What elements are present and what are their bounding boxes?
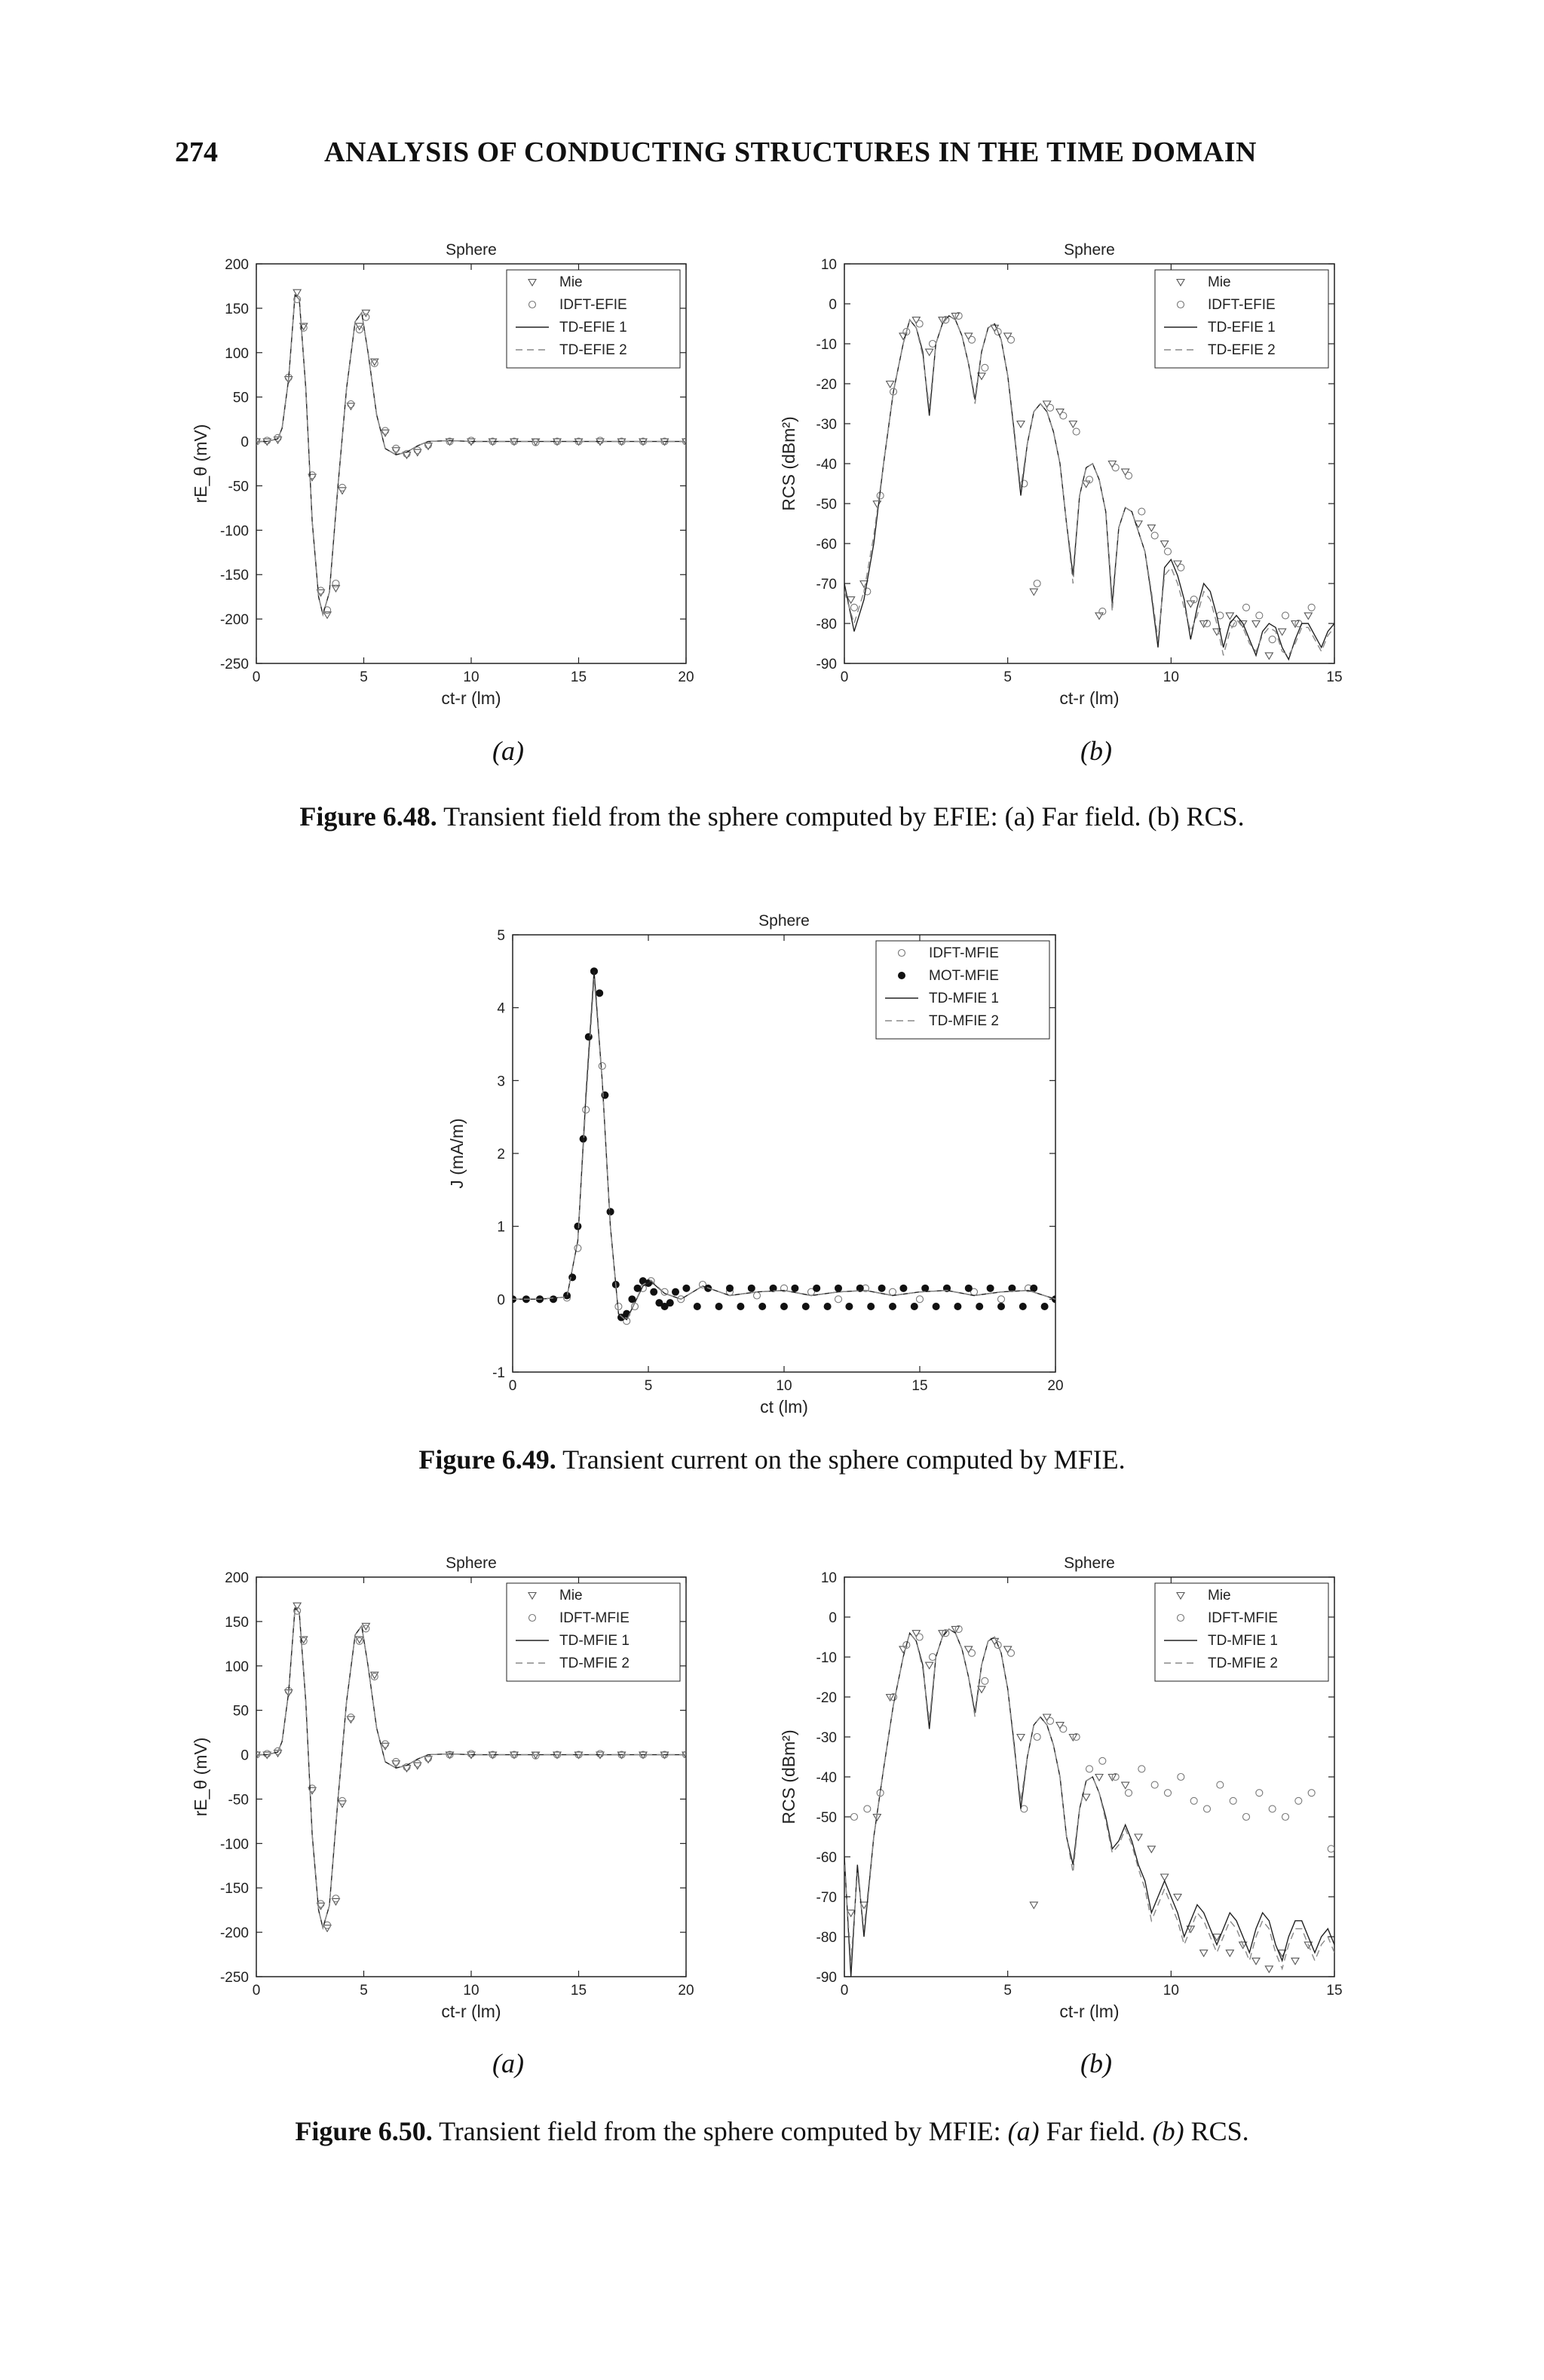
- data-point-mie: [1304, 613, 1312, 620]
- legend-label: TD-EFIE 2: [559, 342, 627, 358]
- legend-key-mot-mfie: [898, 972, 905, 979]
- data-point-idft-efie: [1138, 508, 1145, 515]
- y-tick-label: -20: [816, 1690, 837, 1706]
- x-axis-label: ct-r (lm): [441, 2002, 501, 2021]
- y-tick-label: 3: [497, 1074, 505, 1090]
- x-tick-label: 10: [1163, 1983, 1179, 1999]
- x-tick-label: 15: [570, 1983, 587, 1999]
- y-tick-label: 50: [232, 1703, 249, 1720]
- chart-title: Sphere: [758, 912, 810, 930]
- data-point-mie: [1135, 1834, 1142, 1841]
- data-point-idft-mfie: [1308, 1790, 1315, 1796]
- y-tick-label: 0: [497, 1292, 505, 1309]
- x-tick-label: 5: [360, 1983, 368, 1999]
- y-axis-label: rE_θ (mV): [191, 424, 210, 504]
- caption-text: Transient field from the sphere computed by EFIE: (a) Far field. (b) RCS.: [443, 801, 1245, 832]
- data-point-idft-mfie: [851, 1814, 858, 1821]
- data-point-idft-mfie: [1099, 1757, 1106, 1764]
- figure-caption-6-50: [0, 2115, 1544, 2147]
- data-point-mot-mfie: [672, 1288, 679, 1296]
- data-point-mie: [926, 1662, 933, 1669]
- data-point-idft-mfie: [363, 1625, 369, 1632]
- data-point-idft-mfie: [916, 1634, 923, 1640]
- x-tick-label: 10: [776, 1378, 792, 1394]
- data-point-mie: [1030, 1902, 1037, 1909]
- legend-label: IDFT-MFIE: [929, 945, 999, 961]
- chart-legend: [507, 1583, 680, 1681]
- data-point-idft-mfie: [1060, 1726, 1067, 1732]
- x-tick-label: 0: [252, 1983, 261, 1999]
- data-point-idft-mfie: [1230, 1797, 1236, 1804]
- page-number: 274: [175, 136, 218, 168]
- y-tick-label: -150: [219, 1881, 249, 1898]
- y-tick-label: 150: [225, 301, 249, 317]
- data-point-mie: [1279, 629, 1286, 636]
- legend-label: TD-EFIE 1: [1208, 320, 1276, 335]
- data-point-mot-mfie: [933, 1303, 940, 1310]
- x-tick-label: 0: [840, 669, 849, 685]
- y-tick-label: 5: [497, 928, 505, 944]
- chart-fig-6-49-current: [447, 905, 1101, 1432]
- y-tick-label: -70: [816, 1890, 837, 1906]
- data-point-idft-mfie: [864, 1806, 871, 1812]
- data-point-idft-mfie: [1034, 1734, 1040, 1741]
- data-point-mie: [1291, 1958, 1299, 1965]
- chart-legend: [1155, 1583, 1328, 1681]
- figure-caption-6-49: [0, 1444, 1544, 1475]
- data-point-idft-efie: [1112, 464, 1119, 471]
- panel-label-a: (a): [492, 2048, 524, 2078]
- figure-caption-6-48: [0, 801, 1544, 832]
- data-point-mot-mfie: [813, 1285, 820, 1292]
- data-point-mie: [1147, 1846, 1155, 1853]
- y-tick-label: -150: [219, 568, 249, 584]
- legend-label: TD-MFIE 1: [929, 991, 999, 1006]
- data-point-mot-mfie: [550, 1295, 557, 1303]
- data-point-idft-efie: [969, 336, 976, 343]
- y-tick-label: 100: [225, 1659, 249, 1675]
- data-point-mie: [1030, 589, 1037, 596]
- x-tick-label: 10: [1163, 669, 1179, 685]
- figure-number: Figure 6.48.: [299, 801, 437, 832]
- y-tick-label: -100: [219, 1836, 249, 1853]
- y-tick-label: -40: [816, 1770, 837, 1786]
- y-tick-label: 200: [225, 257, 249, 273]
- data-point-idft-mfie: [1178, 1774, 1184, 1781]
- data-point-idft-mfie: [835, 1296, 842, 1303]
- data-point-idft-efie: [1060, 412, 1067, 419]
- running-title: ANALYSIS OF CONDUCTING STRUCTURES IN THE TIME DOMAIN: [324, 136, 1257, 168]
- data-point-mot-mfie: [1041, 1303, 1049, 1310]
- data-point-mot-mfie: [650, 1288, 657, 1296]
- data-point-idft-mfie: [1008, 1649, 1015, 1656]
- data-point-idft-efie: [1282, 612, 1289, 619]
- legend-label: TD-MFIE 2: [1208, 1656, 1278, 1671]
- data-point-mie: [1161, 541, 1169, 548]
- data-point-mie: [873, 501, 881, 508]
- page-header: [0, 136, 1544, 181]
- data-point-mie: [926, 349, 933, 356]
- data-point-mot-mfie: [845, 1303, 853, 1310]
- data-point-mie: [1017, 1735, 1025, 1741]
- caption-text: Transient current on the sphere computed by MFIE.: [562, 1444, 1126, 1475]
- x-tick-label: 5: [1003, 669, 1012, 685]
- data-point-mot-mfie: [867, 1303, 875, 1310]
- y-tick-label: -200: [219, 1925, 249, 1942]
- y-tick-label: 150: [225, 1614, 249, 1631]
- data-point-mie: [1226, 613, 1233, 620]
- legend-label: IDFT-MFIE: [559, 1610, 630, 1626]
- data-point-idft-efie: [1151, 532, 1158, 539]
- legend-label: TD-EFIE 1: [559, 320, 627, 335]
- y-tick-label: -90: [816, 1970, 837, 1986]
- data-point-idft-mfie: [1165, 1790, 1172, 1796]
- data-point-idft-efie: [1034, 580, 1040, 587]
- y-tick-label: 4: [497, 1000, 505, 1017]
- data-point-mot-mfie: [694, 1303, 701, 1310]
- legend-label: Mie: [559, 274, 583, 290]
- x-tick-label: 5: [644, 1378, 653, 1394]
- data-point-mot-mfie: [596, 989, 603, 997]
- data-point-mie: [1265, 653, 1273, 660]
- data-point-idft-efie: [332, 580, 339, 587]
- data-point-mie: [1147, 525, 1155, 531]
- data-point-mot-mfie: [954, 1303, 961, 1310]
- data-point-mie: [1122, 1782, 1129, 1789]
- caption-italic-b: (b): [1152, 2116, 1184, 2146]
- chart-legend: [1155, 270, 1328, 368]
- data-point-idft-mfie: [393, 1758, 400, 1765]
- data-point-idft-mfie: [1138, 1766, 1145, 1772]
- y-tick-label: -100: [219, 523, 249, 540]
- x-tick-label: 0: [508, 1378, 517, 1394]
- x-tick-label: 0: [840, 1983, 849, 1999]
- x-tick-label: 10: [463, 1983, 479, 1999]
- chart-title: Sphere: [446, 1555, 497, 1572]
- data-point-idft-efie: [1178, 564, 1184, 571]
- y-tick-label: -50: [816, 497, 837, 513]
- data-point-idft-mfie: [890, 1288, 896, 1295]
- y-tick-label: 1: [497, 1219, 505, 1236]
- y-tick-label: -80: [816, 617, 837, 633]
- y-tick-label: -70: [816, 577, 837, 593]
- legend-label: TD-MFIE 2: [559, 1656, 630, 1671]
- y-tick-label: -50: [228, 1792, 249, 1809]
- chart-legend: [876, 941, 1049, 1039]
- y-tick-label: -30: [816, 1730, 837, 1746]
- x-tick-label: 20: [1047, 1378, 1064, 1394]
- data-point-mot-mfie: [987, 1285, 994, 1292]
- x-tick-label: 10: [463, 669, 479, 685]
- legend-label: MOT-MFIE: [929, 968, 999, 984]
- data-point-mot-mfie: [1019, 1303, 1027, 1310]
- data-point-mot-mfie: [726, 1285, 734, 1292]
- y-axis-label: RCS (dBm²): [779, 1729, 798, 1824]
- y-tick-label: -250: [219, 657, 249, 672]
- data-point-idft-efie: [1256, 612, 1263, 619]
- y-tick-label: -60: [816, 1850, 837, 1866]
- legend-label: Mie: [1208, 1588, 1231, 1604]
- data-point-mie: [332, 585, 339, 592]
- data-point-mot-mfie: [715, 1303, 723, 1310]
- data-point-mot-mfie: [574, 1223, 581, 1230]
- data-point-mot-mfie: [601, 1092, 608, 1099]
- data-point-idft-efie: [1073, 428, 1080, 435]
- x-tick-label: 15: [1326, 669, 1343, 685]
- data-point-idft-mfie: [1190, 1797, 1197, 1804]
- data-point-idft-mfie: [1086, 1766, 1093, 1772]
- data-point-mie: [1083, 481, 1090, 488]
- y-tick-label: -60: [816, 537, 837, 553]
- data-point-mie: [1174, 1895, 1181, 1901]
- data-point-idft-mfie: [1204, 1806, 1211, 1812]
- data-point-mot-mfie: [748, 1285, 755, 1292]
- x-tick-label: 5: [360, 669, 368, 685]
- data-point-idft-efie: [1047, 404, 1054, 411]
- y-tick-label: 0: [829, 297, 837, 313]
- data-point-mot-mfie: [666, 1299, 674, 1306]
- y-axis-label: rE_θ (mV): [191, 1737, 210, 1817]
- x-axis-label: ct-r (lm): [1059, 2002, 1120, 2021]
- data-point-idft-mfie: [599, 1063, 605, 1070]
- y-tick-label: 0: [240, 434, 249, 451]
- y-tick-label: 50: [232, 390, 249, 406]
- y-tick-label: -30: [816, 417, 837, 433]
- y-tick-label: -40: [816, 457, 837, 473]
- data-point-mie: [1083, 1794, 1090, 1801]
- data-point-idft-mfie: [1243, 1814, 1250, 1821]
- figure-number: Figure 6.49.: [418, 1444, 556, 1475]
- data-point-idft-mfie: [982, 1677, 988, 1684]
- x-axis-label: ct-r (lm): [1059, 688, 1120, 708]
- y-tick-label: 0: [829, 1610, 837, 1626]
- x-tick-label: 15: [1326, 1983, 1343, 1999]
- y-tick-label: -50: [816, 1810, 837, 1826]
- y-tick-label: -250: [219, 1970, 249, 1986]
- legend-label: Mie: [559, 1588, 583, 1604]
- data-point-idft-mfie: [1295, 1797, 1302, 1804]
- x-tick-label: 20: [678, 1983, 694, 1999]
- data-point-idft-efie: [348, 401, 354, 408]
- data-point-idft-mfie: [1151, 1781, 1158, 1788]
- chart-legend: [507, 270, 680, 368]
- data-point-mot-mfie: [889, 1303, 896, 1310]
- data-point-idft-efie: [1165, 548, 1172, 555]
- data-point-idft-mfie: [1269, 1806, 1276, 1812]
- data-point-mot-mfie: [1052, 1295, 1059, 1303]
- data-point-idft-mfie: [917, 1296, 924, 1303]
- y-tick-label: 100: [225, 345, 249, 362]
- y-tick-label: -50: [228, 479, 249, 495]
- x-tick-label: 0: [252, 669, 261, 685]
- legend-label: IDFT-MFIE: [1208, 1610, 1278, 1626]
- data-point-mot-mfie: [899, 1285, 907, 1292]
- data-point-idft-efie: [1008, 336, 1015, 343]
- data-point-mot-mfie: [911, 1303, 918, 1310]
- data-point-idft-efie: [982, 364, 988, 371]
- legend-label: TD-EFIE 2: [1208, 342, 1276, 358]
- data-point-mot-mfie: [607, 1208, 614, 1215]
- data-point-mot-mfie: [791, 1285, 798, 1292]
- data-point-idft-mfie: [1282, 1814, 1289, 1821]
- data-point-idft-mfie: [1328, 1845, 1334, 1852]
- chart-title: Sphere: [1064, 1555, 1115, 1572]
- data-point-mot-mfie: [585, 1033, 593, 1040]
- x-tick-label: 15: [911, 1378, 928, 1394]
- figure-number: Figure 6.50.: [295, 2116, 433, 2146]
- data-point-idft-efie: [1269, 636, 1276, 643]
- y-tick-label: -90: [816, 657, 837, 672]
- legend-label: IDFT-EFIE: [559, 297, 627, 313]
- data-point-mot-mfie: [921, 1285, 929, 1292]
- data-point-idft-efie: [393, 445, 400, 452]
- data-point-idft-efie: [1126, 472, 1132, 479]
- legend-label: IDFT-EFIE: [1208, 297, 1276, 313]
- data-point-idft-mfie: [382, 1741, 389, 1747]
- data-point-idft-mfie: [1126, 1790, 1132, 1796]
- data-point-idft-efie: [851, 604, 858, 611]
- caption-text: Far field.: [1039, 2116, 1153, 2146]
- data-point-idft-mfie: [1021, 1806, 1028, 1812]
- data-point-mot-mfie: [878, 1285, 886, 1292]
- data-point-idft-mfie: [998, 1296, 1005, 1303]
- data-point-idft-efie: [930, 341, 936, 348]
- legend-label: Mie: [1208, 274, 1231, 290]
- y-tick-label: -10: [816, 337, 837, 353]
- y-tick-label: -1: [492, 1365, 505, 1381]
- data-point-mot-mfie: [802, 1303, 810, 1310]
- data-point-mie: [1265, 1966, 1273, 1973]
- data-point-mot-mfie: [758, 1303, 766, 1310]
- data-point-mot-mfie: [976, 1303, 983, 1310]
- x-tick-label: 20: [678, 669, 694, 685]
- data-point-mie: [1252, 1958, 1260, 1965]
- caption-text: Transient field from the sphere computed by MFIE:: [439, 2116, 1008, 2146]
- y-axis-label: J (mA/m): [447, 1118, 467, 1189]
- data-point-mot-mfie: [997, 1303, 1005, 1310]
- data-point-mot-mfie: [824, 1303, 832, 1310]
- caption-italic-a: (a): [1007, 2116, 1040, 2146]
- data-point-idft-efie: [382, 427, 389, 434]
- y-tick-label: 200: [225, 1570, 249, 1586]
- y-tick-label: 10: [820, 1570, 837, 1586]
- panel-label-b: (b): [1080, 2048, 1112, 2078]
- legend-label: TD-MFIE 1: [1208, 1633, 1278, 1649]
- data-point-idft-mfie: [1256, 1790, 1263, 1796]
- panel-label-a: (a): [492, 736, 524, 766]
- chart-title: Sphere: [446, 241, 497, 259]
- chart-fig-6-48a-far-field: [181, 234, 784, 716]
- y-tick-label: -200: [219, 612, 249, 629]
- chart-title: Sphere: [1064, 241, 1115, 259]
- y-tick-label: 10: [820, 257, 837, 273]
- data-point-idft-mfie: [1047, 1717, 1054, 1724]
- data-point-idft-mfie: [969, 1649, 976, 1656]
- data-point-mot-mfie: [965, 1285, 973, 1292]
- chart-fig-6-50a-far-field: [181, 1547, 784, 2029]
- panel-label-b: (b): [1080, 736, 1112, 766]
- data-point-idft-mfie: [754, 1292, 761, 1299]
- x-axis-label: ct (lm): [760, 1397, 808, 1417]
- x-axis-label: ct-r (lm): [441, 688, 501, 708]
- data-point-mie: [323, 612, 331, 619]
- data-point-idft-efie: [1308, 604, 1315, 611]
- y-tick-label: -80: [816, 1930, 837, 1946]
- legend-label: TD-MFIE 1: [559, 1633, 630, 1649]
- data-point-idft-mfie: [414, 1760, 421, 1767]
- data-point-mot-mfie: [682, 1285, 690, 1292]
- data-point-mie: [1187, 601, 1194, 608]
- x-tick-label: 15: [570, 669, 587, 685]
- chart-fig-6-50b-rcs: [769, 1547, 1372, 2029]
- data-point-mie: [1226, 1950, 1233, 1957]
- data-point-idft-efie: [414, 447, 421, 454]
- data-point-idft-efie: [1243, 604, 1250, 611]
- data-point-mie: [1017, 421, 1025, 428]
- data-point-idft-mfie: [930, 1654, 936, 1661]
- data-point-mie: [887, 381, 894, 388]
- data-point-mie: [1069, 421, 1077, 428]
- data-point-idft-mfie: [348, 1714, 354, 1721]
- data-point-idft-mfie: [1217, 1781, 1224, 1788]
- chart-fig-6-48b-rcs: [769, 234, 1372, 716]
- legend-label: TD-MFIE 2: [929, 1013, 999, 1029]
- y-tick-label: 2: [497, 1147, 505, 1162]
- data-point-mie: [1252, 621, 1260, 628]
- data-point-idft-efie: [916, 320, 923, 327]
- data-point-mot-mfie: [780, 1303, 788, 1310]
- data-point-mie: [1200, 1950, 1208, 1957]
- data-point-mie: [1095, 1775, 1103, 1781]
- data-point-mie: [1095, 613, 1103, 620]
- y-tick-label: -20: [816, 377, 837, 393]
- x-tick-label: 5: [1003, 1983, 1012, 1999]
- y-axis-label: RCS (dBm²): [779, 416, 798, 511]
- y-tick-label: 0: [240, 1747, 249, 1764]
- data-point-mot-mfie: [835, 1285, 842, 1292]
- caption-text: RCS.: [1184, 2116, 1249, 2146]
- y-tick-label: -10: [816, 1650, 837, 1666]
- data-point-mot-mfie: [737, 1303, 744, 1310]
